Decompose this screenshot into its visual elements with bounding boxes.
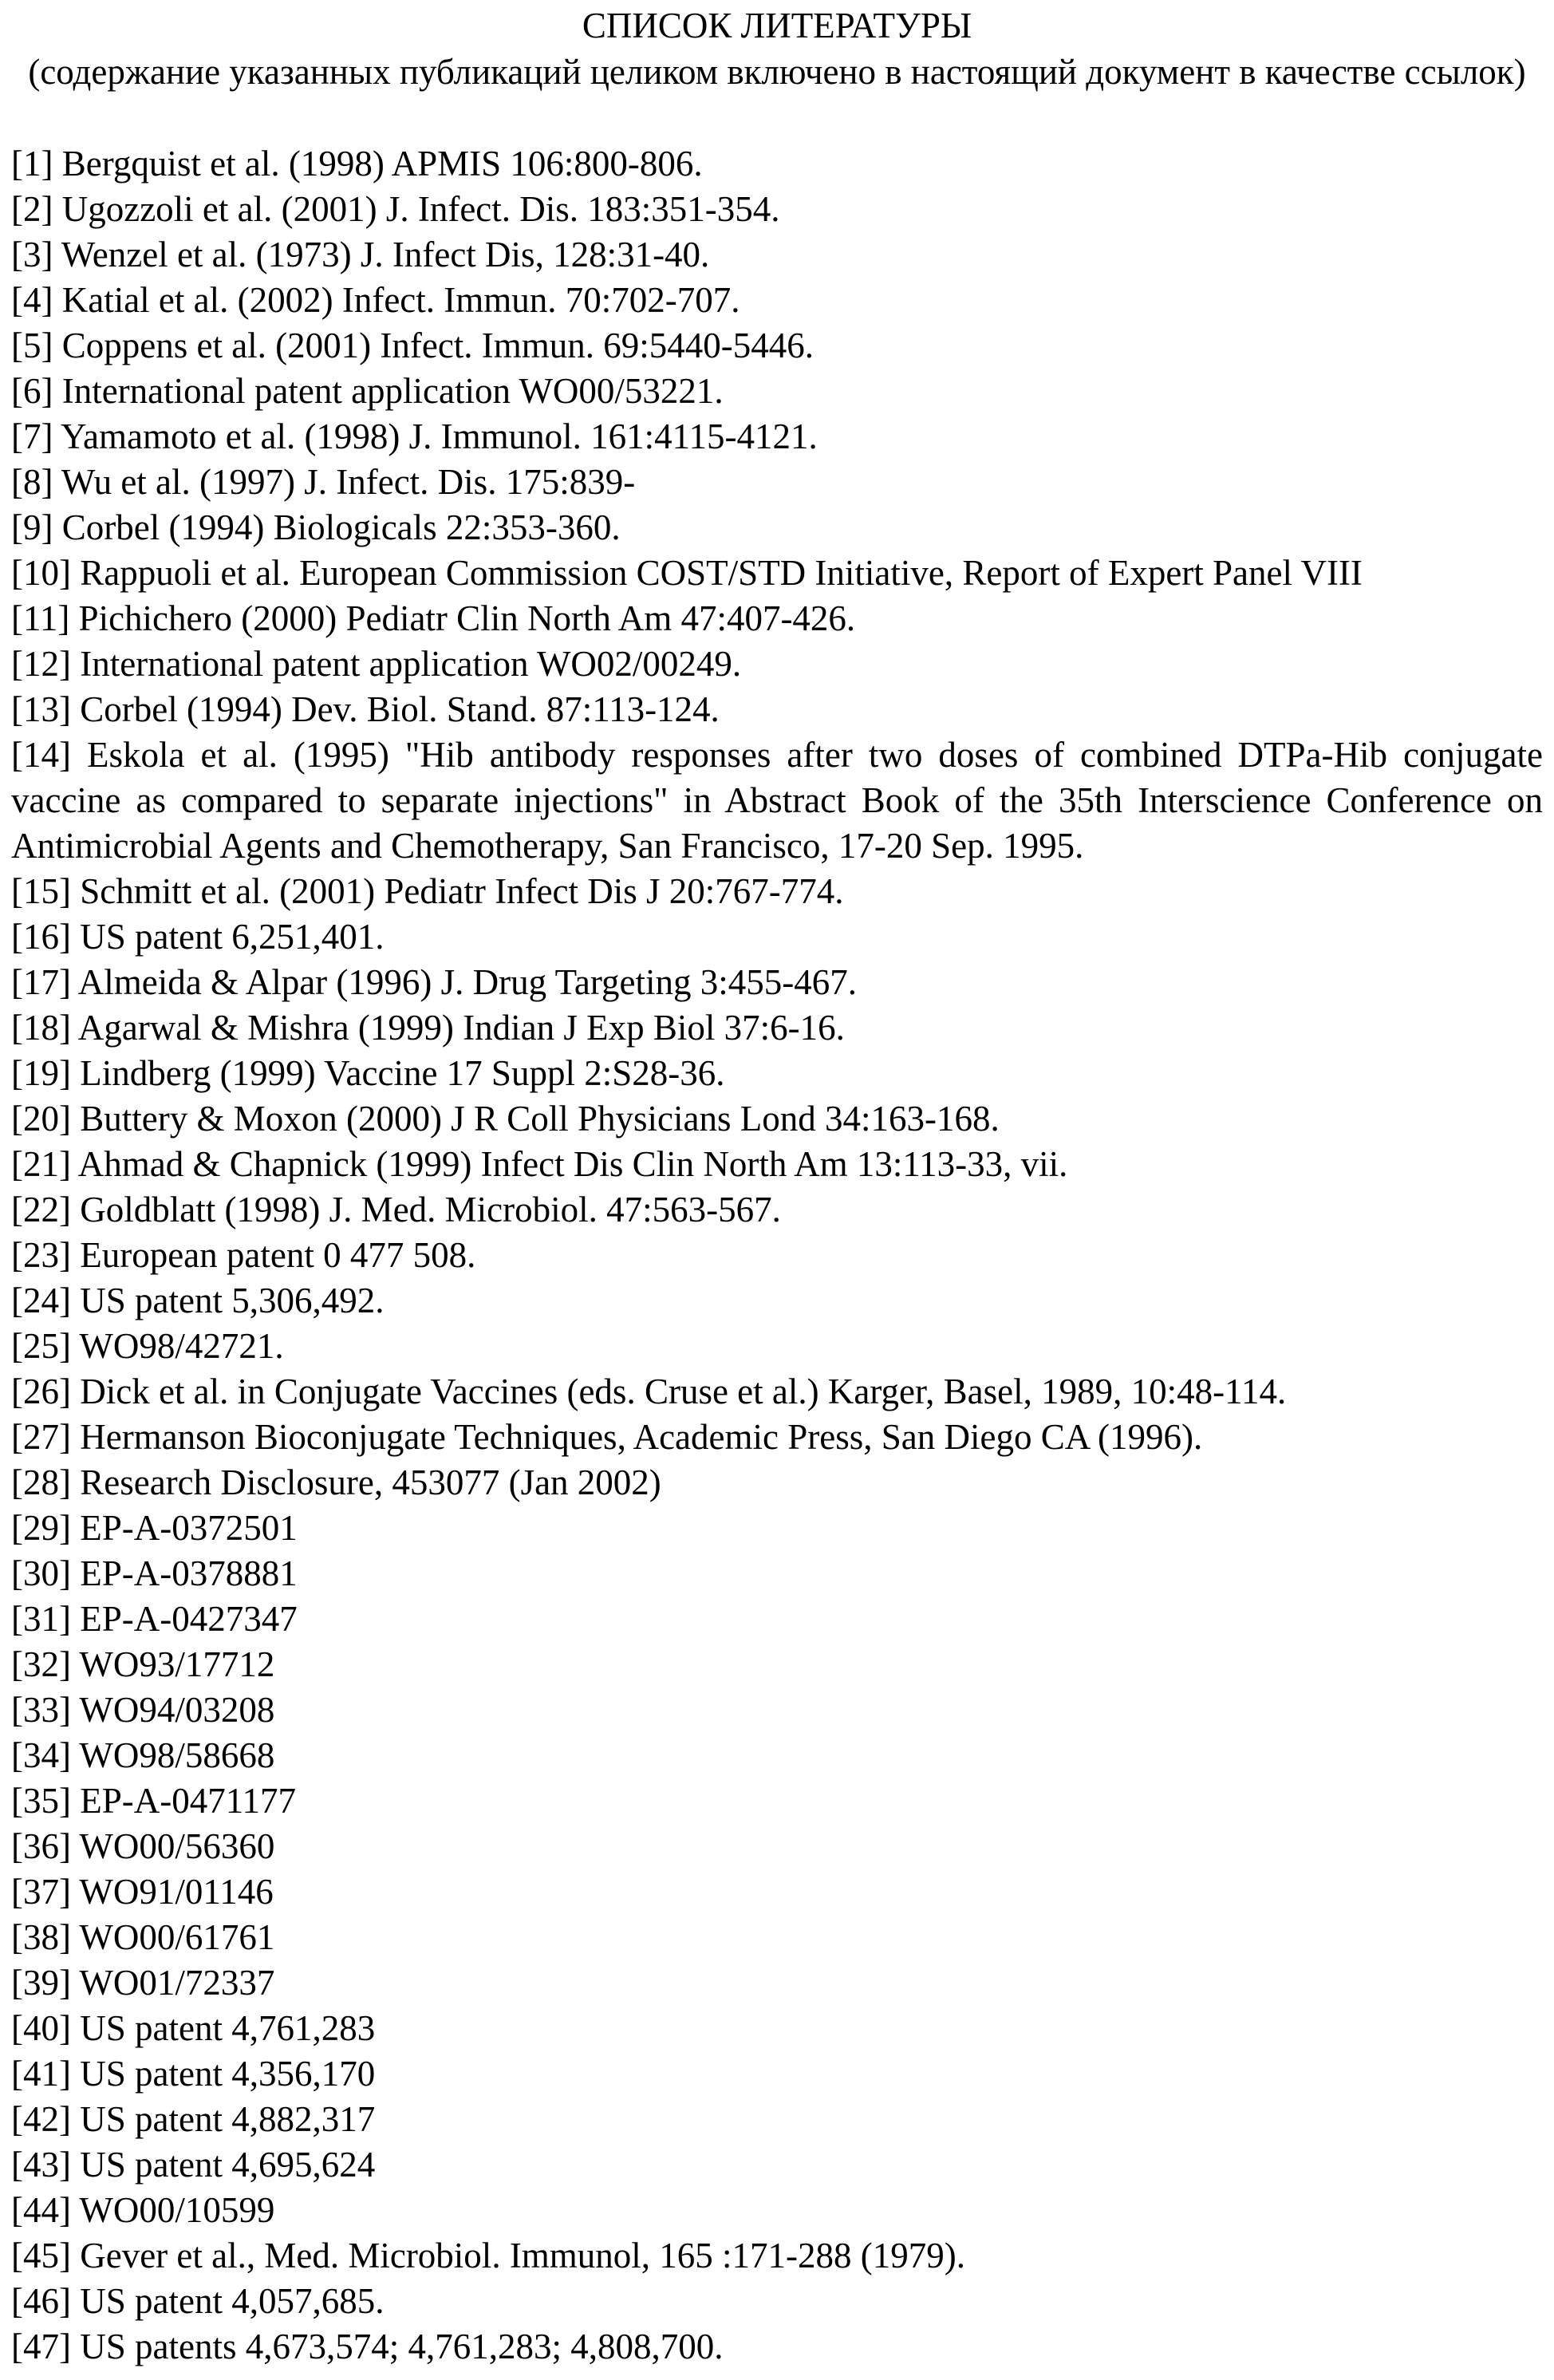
page-title: СПИСОК ЛИТЕРАТУРЫ <box>582 6 972 45</box>
reference-item-13: [13] Corbel (1994) Dev. Biol. Stand. 87:113-124. <box>11 689 720 729</box>
reference-item-22: [22] Goldblatt (1998) J. Med. Microbiol. 47:563-567. <box>11 1190 781 1229</box>
reference-item-26: [26] Dick et al. in Conjugate Vaccines (eds. Cruse et al.) Karger, Basel, 1989, 10:48-114. <box>11 1372 1287 1411</box>
reference-item-31: [31] EP-A-0427347 <box>11 1599 298 1639</box>
reference-item-34: [34] WO98/58668 <box>11 1735 275 1775</box>
reference-item-9: [9] Corbel (1994) Biologicals 22:353-360. <box>11 507 621 547</box>
reference-item-44: [44] WO00/10599 <box>11 2190 275 2230</box>
reference-item-5: [5] Coppens et al. (2001) Infect. Immun. 69:5440-5446. <box>11 326 814 365</box>
reference-item-10: [10] Rappuoli et al. European Commission COST/STD Initiative, Report of Expert Panel VIII <box>11 553 1363 593</box>
reference-item-42: [42] US patent 4,882,317 <box>11 2099 376 2139</box>
reference-item-45: [45] Gever et al., Med. Microbiol. Immunol, 165 :171-288 (1979). <box>11 2236 966 2275</box>
reference-item-37: [37] WO91/01146 <box>11 1872 274 1912</box>
reference-item-38: [38] WO00/61761 <box>11 1917 275 1957</box>
reference-item-8: [8] Wu et al. (1997) J. Infect. Dis. 175:839- <box>11 462 636 502</box>
reference-item-30: [30] EP-A-0378881 <box>11 1553 298 1593</box>
reference-item-16: [16] US patent 6,251,401. <box>11 917 385 957</box>
reference-item-28: [28] Research Disclosure, 453077 (Jan 2002) <box>11 1462 661 1502</box>
reference-item-21: [21] Ahmad & Chapnick (1999) Infect Dis Clin North Am 13:113-33, vii. <box>11 1144 1068 1184</box>
reference-item-20: [20] Buttery & Moxon (2000) J R Coll Physicians Lond 34:163-168. <box>11 1099 1000 1139</box>
reference-item-18: [18] Agarwal & Mishra (1999) Indian J Exp Biol 37:6-16. <box>11 1008 845 1048</box>
reference-item-3: [3] Wenzel et al. (1973) J. Infect Dis, 128:31-40. <box>11 235 710 274</box>
reference-item-43: [43] US patent 4,695,624 <box>11 2145 376 2185</box>
reference-item-2: [2] Ugozzoli et al. (2001) J. Infect. Dis. 183:351-354. <box>11 189 780 229</box>
reference-item-46: [46] US patent 4,057,685. <box>11 2281 385 2321</box>
reference-item-40: [40] US patent 4,761,283 <box>11 2008 376 2048</box>
reference-item-24: [24] US patent 5,306,492. <box>11 1281 385 1320</box>
reference-item-17: [17] Almeida & Alpar (1996) J. Drug Targeting 3:455-467. <box>11 962 858 1002</box>
reference-item-39: [39] WO01/72337 <box>11 1963 275 2003</box>
reference-item-11: [11] Pichichero (2000) Pediatr Clin North Am 47:407-426. <box>11 598 856 638</box>
reference-item-19: [19] Lindberg (1999) Vaccine 17 Suppl 2:S28-36. <box>11 1053 725 1093</box>
reference-item-15: [15] Schmitt et al. (2001) Pediatr Infect Dis J 20:767-774. <box>11 871 844 911</box>
reference-item-12: [12] International patent application WO02/00249. <box>11 644 742 684</box>
reference-item-4: [4] Katial et al. (2002) Infect. Immun. 70:702-707. <box>11 280 740 320</box>
reference-item-33: [33] WO94/03208 <box>11 1690 275 1730</box>
page-subtitle: (содержание указанных публикаций целиком включено в настоящий документ в качестве ссылок) <box>28 52 1526 92</box>
reference-list <box>11 141 1543 2370</box>
reference-item-1: [1] Bergquist et al. (1998) APMIS 106:800-806. <box>11 144 703 184</box>
reference-item-6: [6] International patent application WO00/53221. <box>11 371 724 411</box>
reference-item-25: [25] WO98/42721. <box>11 1326 284 1366</box>
reference-item-14: [14] Eskola et al. (1995) "Hib antibody responses after two doses of combined DTPa-Hib conjugate vaccine as compared to separate injections" in Abstract Book of the 35th Interscience Conference on Antimicrobial Agents and Chemotherapy, San Francisco, 17-20 Sep. 1995. <box>11 735 1543 866</box>
reference-item-29: [29] EP-A-0372501 <box>11 1508 298 1548</box>
reference-item-36: [36] WO00/56360 <box>11 1826 275 1866</box>
reference-item-23: [23] European patent 0 477 508. <box>11 1235 476 1275</box>
reference-item-7: [7] Yamamoto et al. (1998) J. Immunol. 161:4115-4121. <box>11 416 818 456</box>
reference-item-27: [27] Hermanson Bioconjugate Techniques, Academic Press, San Diego CA (1996). <box>11 1417 1203 1457</box>
reference-item-32: [32] WO93/17712 <box>11 1644 275 1684</box>
reference-item-41: [41] US patent 4,356,170 <box>11 2054 376 2094</box>
reference-item-47: [47] US patents 4,673,574; 4,761,283; 4,808,700. <box>11 2327 724 2366</box>
reference-item-35: [35] EP-A-0471177 <box>11 1781 297 1821</box>
